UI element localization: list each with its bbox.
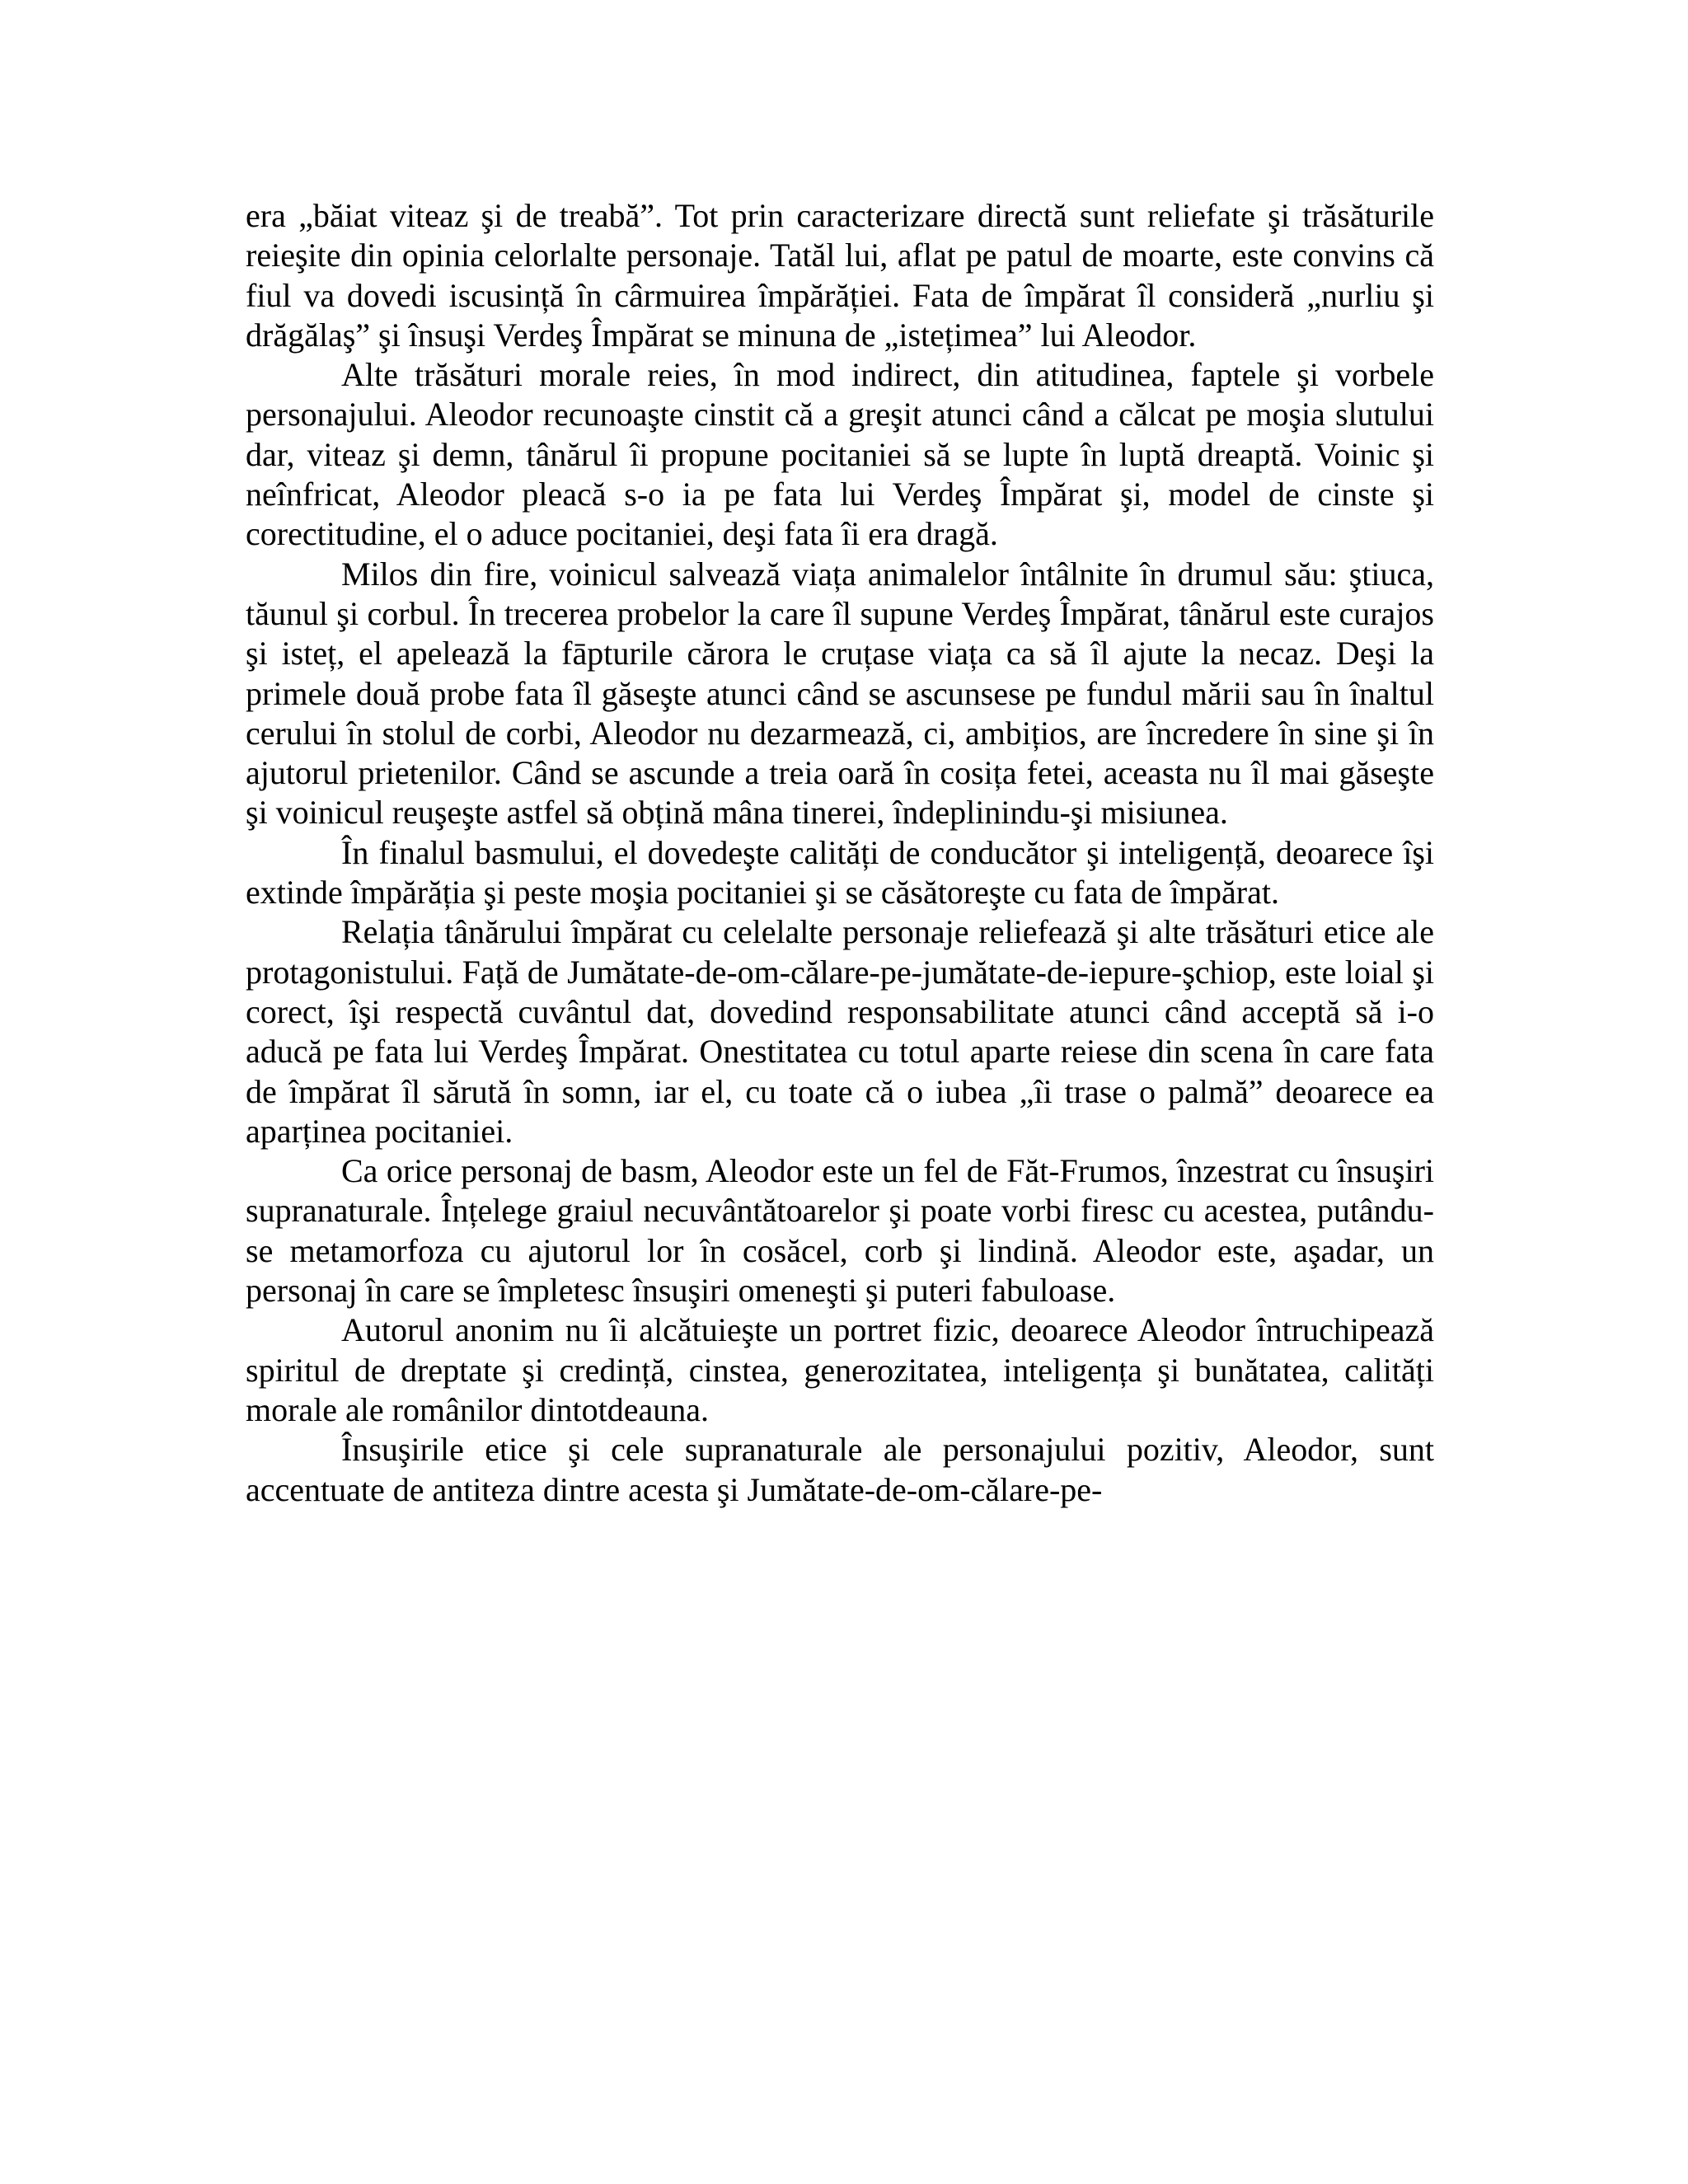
paragraph-3: Milos din fire, voinicul salvează viața animalelor întâlnite în drumul său: ştiuca, tăunul şi corbul. În trecerea probelor la care îl supune Verdeş Împărat, tânărul este curajos şi isteț, el apelează la fāpturile cărora le cruțase viața ca să îl ajute la necaz. Deşi la primele două probe fata îl găseşte atunci când se ascunsese pe fundul mării sau în înaltul cerului în stolul de corbi, Aleodor nu dezarmează, ci, ambițios, are încredere în sine şi în ajutorul prietenilor. Când se ascunde a treia oară în cosița fetei, aceasta nu îl mai găseşte şi voinicul reuşeşte astfel să obțină mâna tinerei, îndeplinindu-şi misiunea.	[246, 555, 1434, 832]
paragraph-4: În finalul basmului, el dovedeşte calități de conducător şi inteligență, deoarece îşi extinde împărăția şi peste moşia pocitaniei şi se căsătoreşte cu fata de împărat.	[246, 833, 1434, 912]
body-text	[246, 196, 1434, 1510]
paragraph-1: era „băiat viteaz şi de treabă”. Tot prin caracterizare directă sunt reliefate şi trăsăturile reieşite din opinia celorlalte personaje. Tatăl lui, aflat pe patul de moarte, este convins că fiul va dovedi iscusință în cârmuirea împărăției. Fata de împărat îl consideră „nurliu şi drăgălaş” şi însuşi Verdeş Împărat se minuna de „istețimea” lui Aleodor.	[246, 197, 1434, 354]
paragraph-6: Ca orice personaj de basm, Aleodor este un fel de Făt-Frumos, înzestrat cu însuşiri supranaturale. Înțelege graiul necuvântătoarelor şi poate vorbi firesc cu acestea, putându-se metamorfoza cu ajutorul lor în cosăcel, corb şi lindină. Aleodor este, aşadar, un personaj în care se împletesc însuşiri omeneşti şi puteri fabuloase.	[246, 1152, 1434, 1310]
paragraph-7: Autorul anonim nu îi alcătuieşte un portret fizic, deoarece Aleodor întruchipează spiritul de dreptate şi credință, cinstea, generozitatea, inteligența şi bunătatea, calități morale ale românilor dintotdeauna.	[246, 1311, 1434, 1428]
paragraph-8: Însuşirile etice şi cele supranaturale ale personajului pozitiv, Aleodor, sunt accentuate de antiteza dintre acesta şi Jumătate-de-om-călare-pe-	[246, 1431, 1434, 1508]
paragraph-5: Relația tânărului împărat cu celelalte personaje reliefează şi alte trăsături etice ale protagonistului. Față de Jumătate-de-om-călare-pe-jumătate-de-iepure-şchiop, este loial şi corect, îşi respectă cuvântul dat, dovedind responsabilitate atunci când acceptă să i-o aducă pe fata lui Verdeş Împărat. Onestitatea cu totul aparte reiese din scena în care fata de împărat îl sărută în somn, iar el, cu toate că o iubea „îi trase o palmă” deoarece ea aparținea pocitaniei.	[246, 913, 1434, 1150]
paragraph-2: Alte trăsături morale reies, în mod indirect, din atitudinea, faptele şi vorbele personajului. Aleodor recunoaşte cinstit că a greşit atunci când a călcat pe moşia slutului dar, viteaz şi demn, tânărul îi propune pocitaniei să se lupte în luptă dreaptă. Voinic şi neînfricat, Aleodor pleacă s-o ia pe fata lui Verdeş Împărat şi, model de cinste şi corectitudine, el o aduce pocitaniei, deşi fata îi era dragă.	[246, 356, 1434, 553]
